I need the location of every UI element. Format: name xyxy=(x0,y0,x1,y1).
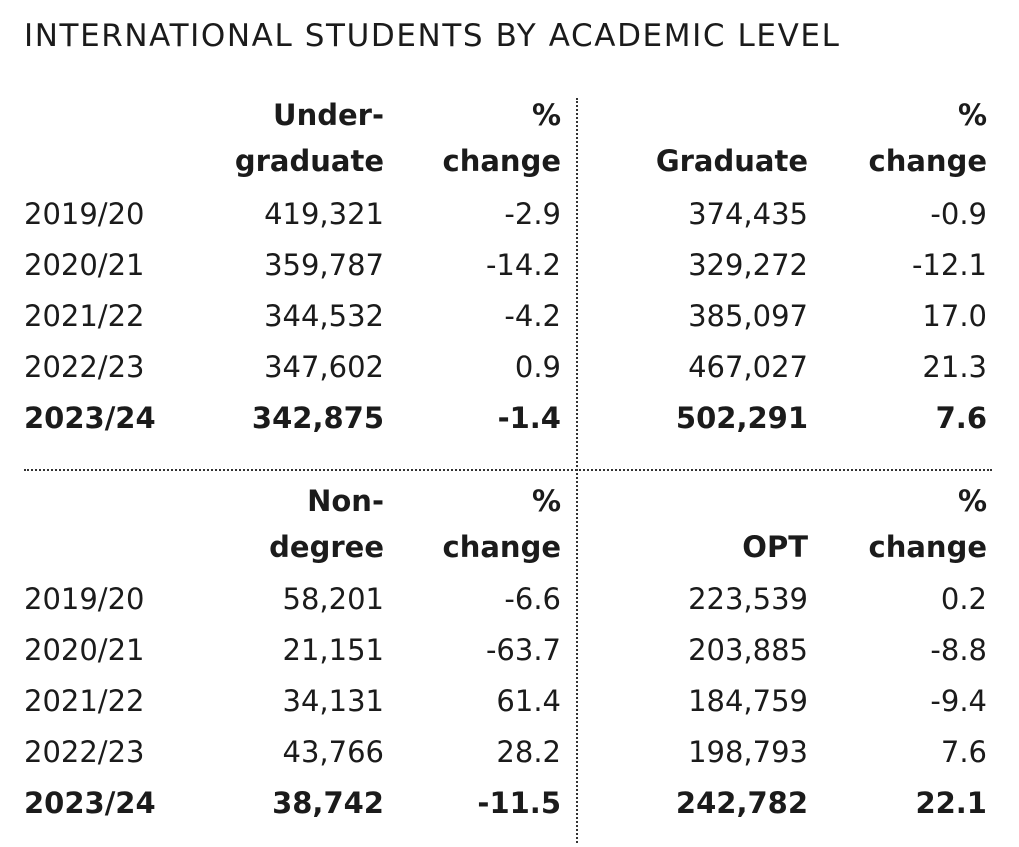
opt-value: 198,793 xyxy=(688,735,808,769)
undergraduate-change-header: % xyxy=(531,98,561,132)
undergraduate-change: 0.9 xyxy=(514,350,561,384)
opt-value-header: OPT xyxy=(742,530,808,564)
opt-value: 184,759 xyxy=(688,684,808,718)
non-degree-value: 58,201 xyxy=(282,582,384,616)
undergraduate-value-header: Under- xyxy=(273,98,384,132)
undergraduate-change: -14.2 xyxy=(485,248,561,282)
graduate-value: 374,435 xyxy=(688,197,808,231)
graduate-value: 467,027 xyxy=(688,350,808,384)
undergraduate-value: 342,875 xyxy=(251,401,384,435)
opt-change: 0.2 xyxy=(940,582,987,616)
non-degree-change: 28.2 xyxy=(496,735,561,769)
year-label: 2022/23 xyxy=(24,350,145,384)
graduate-change-header: change xyxy=(868,144,987,178)
non-degree-value: 34,131 xyxy=(282,684,384,718)
undergraduate-value: 344,532 xyxy=(264,299,384,333)
year-label: 2022/23 xyxy=(24,735,145,769)
non-degree-change-header: % xyxy=(531,484,561,518)
non-degree-change-header: change xyxy=(442,530,561,564)
non-degree-change: -11.5 xyxy=(477,786,561,820)
undergraduate-value-header: graduate xyxy=(234,144,384,178)
undergraduate-value: 359,787 xyxy=(264,248,384,282)
opt-change: 22.1 xyxy=(915,786,987,820)
opt-change: -9.4 xyxy=(930,684,987,718)
opt-change-header: change xyxy=(868,530,987,564)
graduate-change: 21.3 xyxy=(922,350,987,384)
year-label: 2023/24 xyxy=(24,786,156,820)
non-degree-change: -63.7 xyxy=(485,633,561,667)
year-label: 2019/20 xyxy=(24,582,145,616)
horizontal-divider xyxy=(24,469,992,471)
graduate-change-header: % xyxy=(957,98,987,132)
chart-title: INTERNATIONAL STUDENTS BY ACADEMIC LEVEL xyxy=(24,18,841,54)
non-degree-value: 43,766 xyxy=(282,735,384,769)
undergraduate-value: 419,321 xyxy=(264,197,384,231)
non-degree-change: 61.4 xyxy=(496,684,561,718)
non-degree-value-header: Non- xyxy=(307,484,384,518)
graduate-change: -12.1 xyxy=(911,248,987,282)
opt-value: 242,782 xyxy=(675,786,808,820)
year-label: 2020/21 xyxy=(24,633,145,667)
graduate-value: 385,097 xyxy=(688,299,808,333)
undergraduate-change: -2.9 xyxy=(504,197,561,231)
undergraduate-change: -4.2 xyxy=(504,299,561,333)
graduate-value: 502,291 xyxy=(675,401,808,435)
graduate-change: 7.6 xyxy=(935,401,987,435)
opt-change-header: % xyxy=(957,484,987,518)
year-label: 2021/22 xyxy=(24,299,145,333)
non-degree-value-header: degree xyxy=(269,530,384,564)
non-degree-change: -6.6 xyxy=(504,582,561,616)
opt-value: 203,885 xyxy=(688,633,808,667)
year-label: 2019/20 xyxy=(24,197,145,231)
graduate-value-header: Graduate xyxy=(655,144,808,178)
opt-change: 7.6 xyxy=(940,735,987,769)
undergraduate-value: 347,602 xyxy=(264,350,384,384)
undergraduate-change: -1.4 xyxy=(497,401,561,435)
year-label: 2023/24 xyxy=(24,401,156,435)
graduate-value: 329,272 xyxy=(688,248,808,282)
opt-change: -8.8 xyxy=(930,633,987,667)
non-degree-value: 21,151 xyxy=(282,633,384,667)
year-label: 2020/21 xyxy=(24,248,145,282)
graduate-change: 17.0 xyxy=(922,299,987,333)
non-degree-value: 38,742 xyxy=(272,786,384,820)
undergraduate-change-header: change xyxy=(442,144,561,178)
year-label: 2021/22 xyxy=(24,684,145,718)
opt-value: 223,539 xyxy=(688,582,808,616)
graduate-change: -0.9 xyxy=(930,197,987,231)
